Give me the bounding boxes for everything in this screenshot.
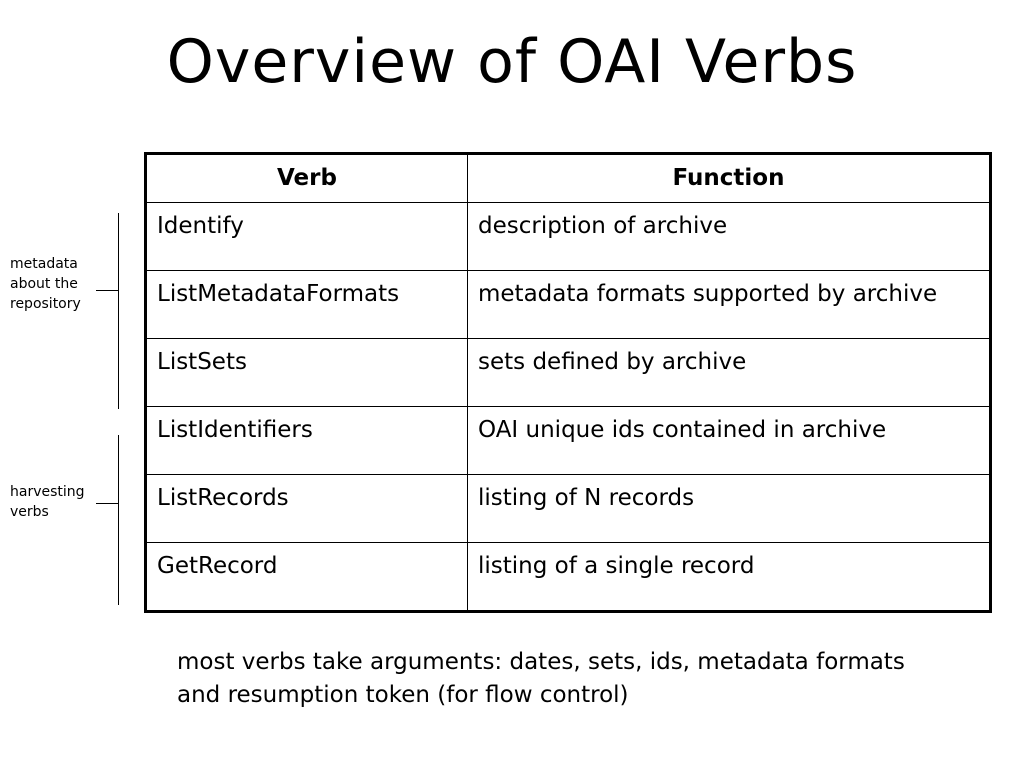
column-header-function: Function xyxy=(468,154,991,203)
function-cell: OAI unique ids contained in archive xyxy=(468,407,991,475)
table-row xyxy=(146,475,991,543)
footnote-line-2: and resumption token (for flow control) xyxy=(177,682,629,708)
verb-cell: ListSets xyxy=(146,339,468,407)
column-header-verb: Verb xyxy=(146,154,468,203)
verb-cell: ListMetadataFormats xyxy=(146,271,468,339)
verb-cell: Identify xyxy=(146,203,468,271)
function-cell: description of archive xyxy=(468,203,991,271)
harvesting-group-bracket xyxy=(118,435,119,605)
table-row xyxy=(146,407,991,475)
table-row xyxy=(146,339,991,407)
oai-verbs-table xyxy=(144,152,992,613)
table-row xyxy=(146,271,991,339)
verb-cell: GetRecord xyxy=(146,543,468,612)
metadata-group-bracket xyxy=(118,213,119,409)
metadata-group-bracket-tick xyxy=(96,290,118,291)
verb-cell: ListRecords xyxy=(146,475,468,543)
slide-title: Overview of OAI Verbs xyxy=(166,27,858,97)
harvesting-group-label: harvesting verbs xyxy=(10,484,85,520)
harvesting-group-bracket-tick xyxy=(96,503,118,504)
verb-cell: ListIdentifiers xyxy=(146,407,468,475)
function-cell: metadata formats supported by archive xyxy=(468,271,991,339)
table-row xyxy=(146,203,991,271)
function-cell: sets defined by archive xyxy=(468,339,991,407)
footnote-line-1: most verbs take arguments: dates, sets, ids, metadata formats xyxy=(177,649,905,675)
footnote xyxy=(177,646,1022,712)
function-cell: listing of N records xyxy=(468,475,991,543)
function-cell: listing of a single record xyxy=(468,543,991,612)
metadata-group-label: metadata about the repository xyxy=(10,256,81,312)
table-row xyxy=(146,543,991,612)
table-header-row xyxy=(146,154,991,203)
